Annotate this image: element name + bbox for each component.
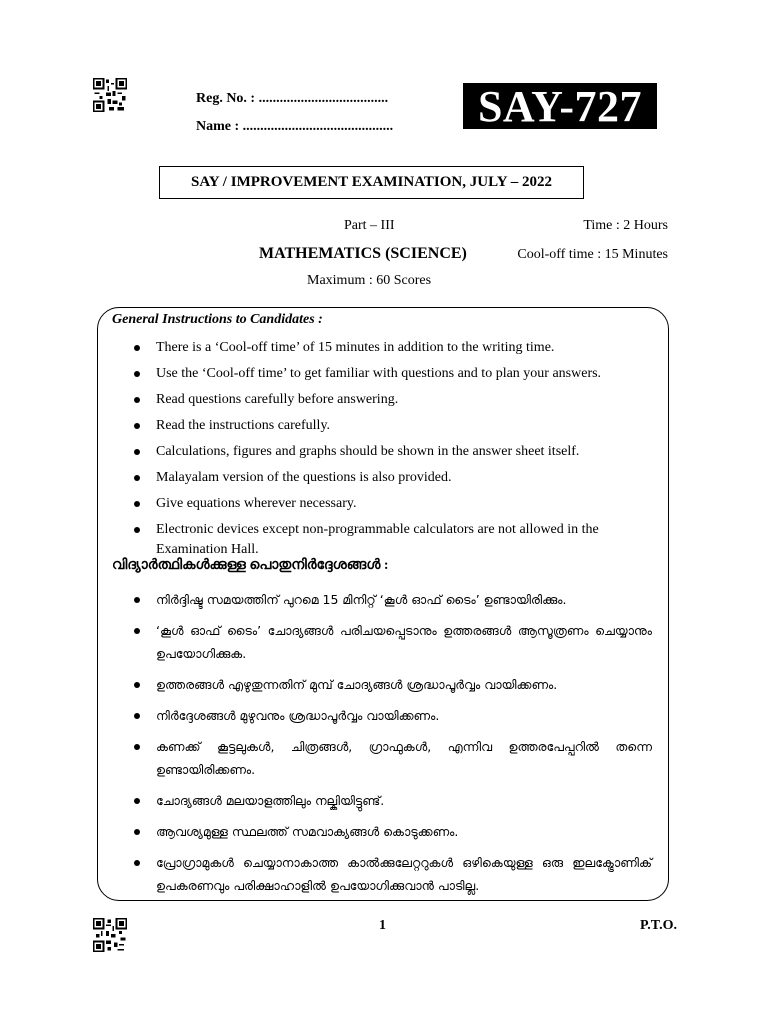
- bullet-icon: [134, 682, 140, 688]
- list-item: നിർദ്ദേശങ്ങൾ മുഴുവനും ശ്രദ്ധാപൂർവ്വം വായിക്കണം.: [130, 704, 652, 727]
- list-item: Read the instructions carefully.: [130, 416, 652, 436]
- cool-off-label: Cool-off time : 15 Minutes: [517, 247, 668, 262]
- list-item: പ്രോഗ്രാമുകൾ ചെയ്യാനാകാത്ത കാൽക്കുലേറ്ററുകൾ ഒഴികെയുള്ള ഒരു ഇലക്ട്രോണിക് ഉപകരണവും പരിക്ഷാഹാളിൽ ഉപയോഗിക്കുവാൻ പാടില്ല.: [130, 851, 652, 897]
- instructions-heading-en: General Instructions to Candidates :: [112, 312, 323, 327]
- list-item: Electronic devices except non-programmable calculators are not allowed in the Examination Hall.: [130, 520, 652, 560]
- list-item: There is a ‘Cool-off time’ of 15 minutes in addition to the writing time.: [130, 338, 652, 358]
- part-label: Part – III: [344, 218, 395, 233]
- bullet-icon: [134, 423, 140, 429]
- bullet-icon: [134, 501, 140, 507]
- bullet-icon: [134, 397, 140, 403]
- bullet-icon: [134, 829, 140, 835]
- bullet-icon: [134, 449, 140, 455]
- list-item: ആവശ്യമുള്ള സ്ഥലത്ത് സമവാക്യങ്ങൾ കൊടുക്കണം.: [130, 820, 652, 843]
- max-scores-label: Maximum : 60 Scores: [307, 273, 432, 288]
- qr-code-icon: [93, 78, 127, 112]
- list-item: Malayalam version of the questions is also provided.: [130, 468, 652, 488]
- reg-no-field: Reg. No. : .....................................: [196, 91, 389, 106]
- list-item: Use the ‘Cool-off time’ to get familiar with questions and to plan your answers.: [130, 364, 652, 384]
- bullet-icon: [134, 371, 140, 377]
- instructions-list-ml: [130, 588, 652, 905]
- list-item: നിർദ്ദിഷ്ട സമയത്തിന് പുറമെ 15 മിനിറ്റ് ‘കൂൾ ഓഫ് ടൈം’ ഉണ്ടായിരിക്കും.: [130, 588, 652, 611]
- bullet-icon: [134, 628, 140, 634]
- instructions-list-en: [130, 338, 652, 566]
- list-item: ‘കൂൾ ഓഫ് ടൈം’ ചോദ്യങ്ങൾ പരിചയപ്പെടാനും ഉത്തരങ്ങൾ ആസൂത്രണം ചെയ്യാനും ഉപയോഗിക്കുക.: [130, 619, 652, 665]
- bullet-icon: [134, 345, 140, 351]
- name-field: Name : ...........................................: [196, 119, 394, 134]
- page-number: 1: [379, 918, 386, 933]
- list-item: കണക്ക് കൂട്ടലുകൾ, ചിത്രങ്ങൾ, ഗ്രാഫുകൾ, എന്നിവ ഉത്തരപേപ്പറിൽ തന്നെ ഉണ്ടായിരിക്കണം.: [130, 735, 652, 781]
- bullet-icon: [134, 475, 140, 481]
- list-item: Give equations wherever necessary.: [130, 494, 652, 514]
- bullet-icon: [134, 744, 140, 750]
- list-item: ഉത്തരങ്ങൾ എഴുതുന്നതിന് മുമ്പ് ചോദ്യങ്ങൾ ശ്രദ്ധാപൂർവ്വം വായിക്കണം.: [130, 673, 652, 696]
- paper-code: SAY-727: [463, 83, 657, 129]
- list-item: Read questions carefully before answering.: [130, 390, 652, 410]
- time-label: Time : 2 Hours: [583, 218, 668, 233]
- list-item: Calculations, figures and graphs should be shown in the answer sheet itself.: [130, 442, 652, 462]
- pto-label: P.T.O.: [640, 918, 677, 933]
- bullet-icon: [134, 798, 140, 804]
- bullet-icon: [134, 527, 140, 533]
- list-item: ചോദ്യങ്ങൾ മലയാളത്തിലും നല്കിയിട്ടുണ്ട്.: [130, 789, 652, 812]
- bullet-icon: [134, 597, 140, 603]
- bullet-icon: [134, 860, 140, 866]
- instructions-heading-ml: വിദ്യാർത്ഥികൾക്കുള്ള പൊതുനിർദ്ദേശങ്ങൾ :: [112, 558, 389, 573]
- qr-code-icon: [93, 918, 127, 952]
- bullet-icon: [134, 713, 140, 719]
- subject-title: MATHEMATICS (SCIENCE): [259, 245, 467, 262]
- exam-title: SAY / IMPROVEMENT EXAMINATION, JULY – 2022: [159, 166, 584, 199]
